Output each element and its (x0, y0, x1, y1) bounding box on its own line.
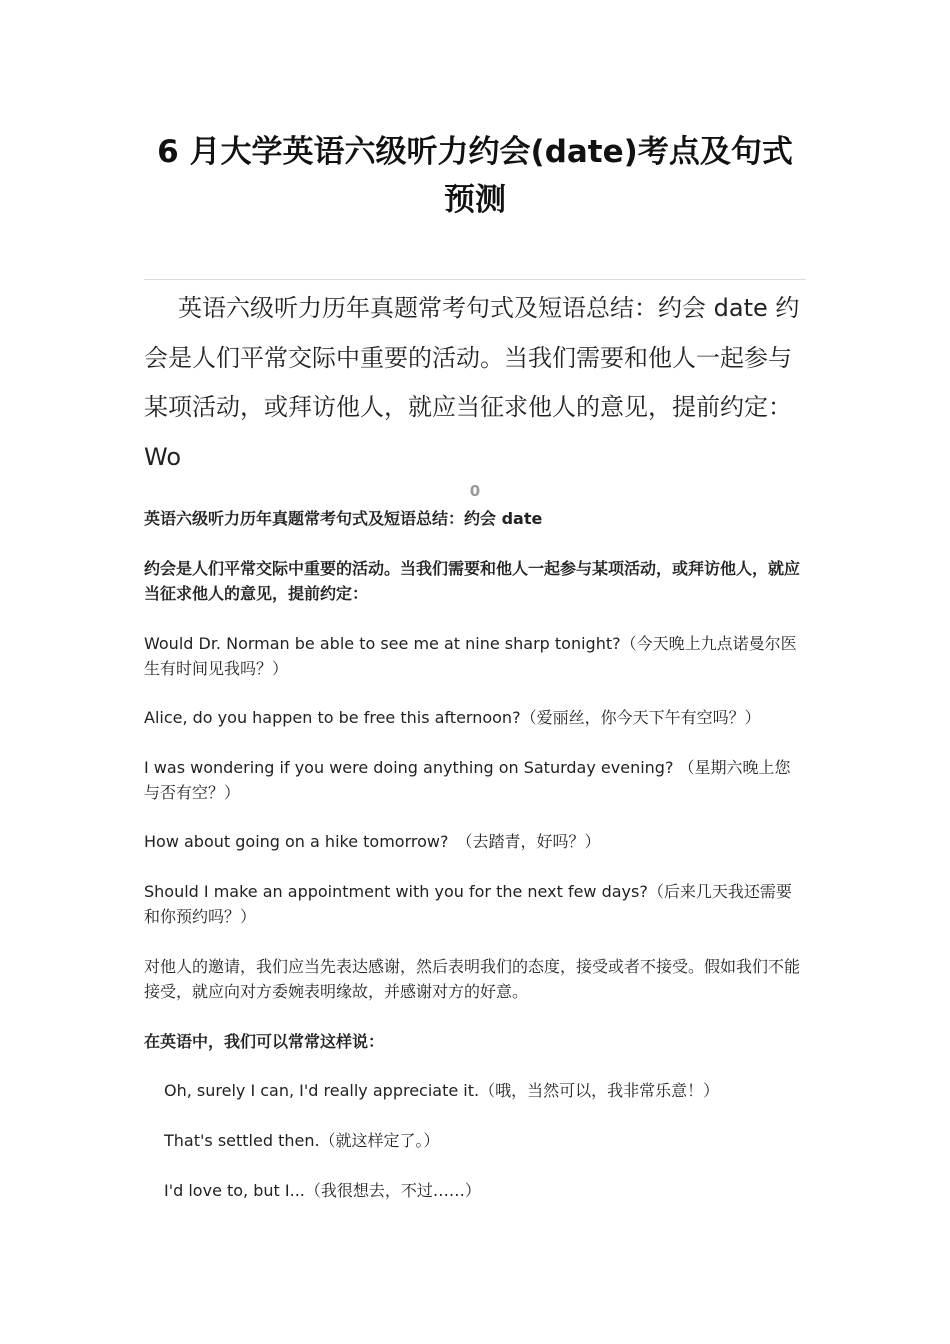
response-sentence: I'd love to, but I...（我很想去，不过……） (164, 1181, 481, 1200)
section-intro: 约会是人们平常交际中重要的活动。当我们需要和他人一起参与某项活动，或拜访他人，就应当征求他人的意见，提前约定： (144, 559, 801, 603)
explanation-paragraph: 对他人的邀请，我们应当先表达感谢，然后表明我们的态度，接受或者不接受。假如我们不能接受，就应向对方委婉表明缘故，并感谢对方的好意。 (144, 957, 801, 1001)
title-divider (144, 279, 806, 280)
example-sentence: How about going on a hike tomorrow? （去踏青，好吗？） (144, 832, 601, 851)
response-sentence: Oh, surely I can, I'd really appreciate it.（哦，当然可以，我非常乐意！） (164, 1081, 720, 1100)
document-title: 6 月大学英语六级听力约会(date)考点及句式预测 (157, 134, 793, 218)
example-sentence: Would Dr. Norman be able to see me at nine sharp tonight?（今天晚上九点诺曼尔医生有时间见我吗？） (144, 634, 797, 678)
example-sentence: Should I make an appointment with you for the next few days?（后来几天我还需要和你预约吗？） (144, 882, 792, 926)
counter-label: 0 (469, 482, 481, 500)
subsection-heading: 在英语中，我们可以常常这样说： (144, 1032, 385, 1051)
response-sentence: That's settled then.（就这样定了。） (164, 1131, 440, 1150)
intro-paragraph: 英语六级听力历年真题常考句式及短语总结：约会 date 约会是人们平常交际中重要的活动。当我们需要和他人一起参与某项活动，或拜访他人，就应当征求他人的意见，提前约定：Wo (144, 294, 800, 471)
example-sentence: I was wondering if you were doing anything on Saturday evening? （星期六晚上您与否有空？） (144, 758, 791, 802)
section-heading: 英语六级听力历年真题常考句式及短语总结：约会 date (144, 509, 543, 528)
example-sentence: Alice, do you happen to be free this afternoon?（爱丽丝，你今天下午有空吗？） (144, 708, 761, 727)
